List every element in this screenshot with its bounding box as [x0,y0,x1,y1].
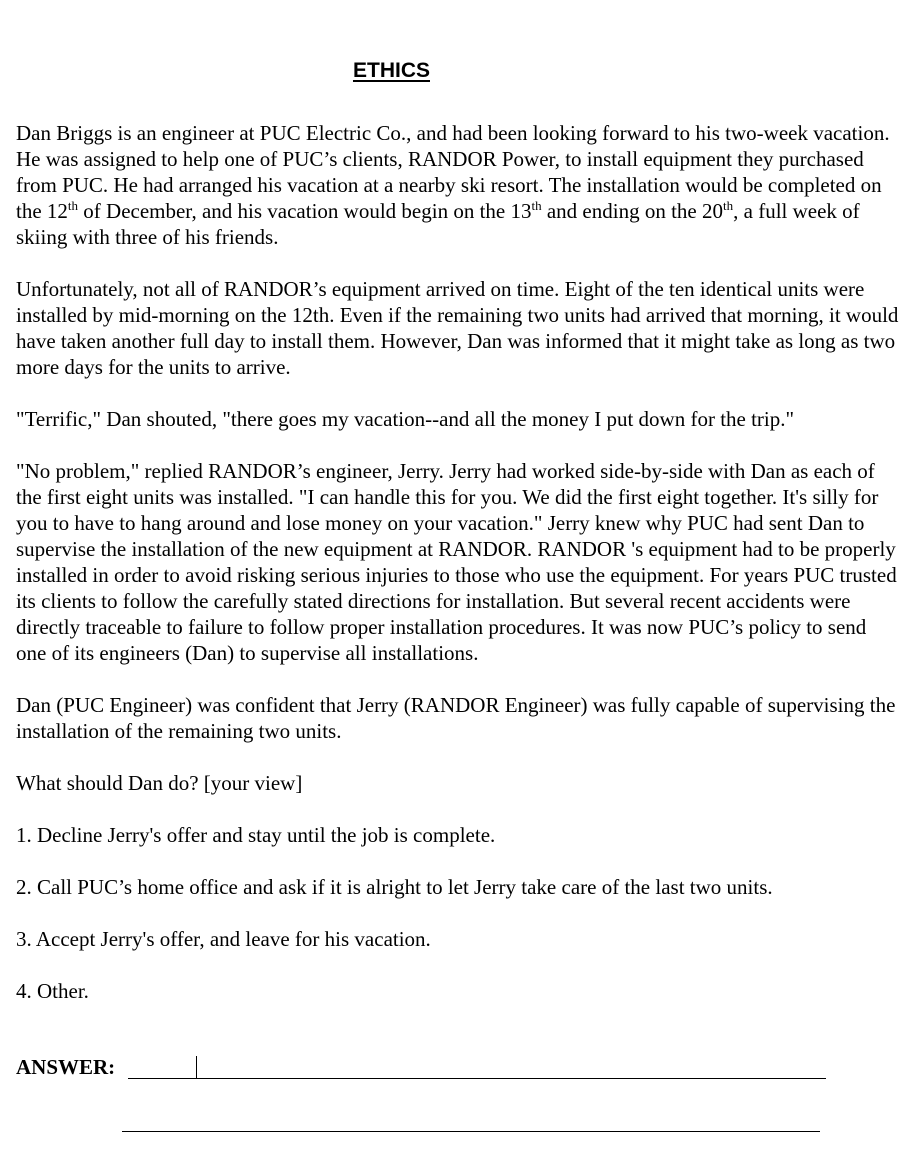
paragraph-intro: Dan Briggs is an engineer at PUC Electric Co., and had been looking forward to his two-week vacation. He was assigned to help one of PUC’s clients, RANDOR Power, to install equipment they purchased from PUC. He had arranged his vacation at a nearby ski resort. The installation would be completed on the 12th of December, and his vacation would begin on the 13th and ending on the 20th, a full week of skiing with three of his friends. [16,121,890,249]
answer-section [16,1054,901,1080]
answer-label: ANSWER: [16,1055,116,1079]
option-item: 3. Accept Jerry's offer, and leave for his vacation. [16,927,431,951]
ordinal-suffix: th [67,198,79,213]
text-cursor [196,1056,197,1078]
answer-line[interactable] [128,1078,826,1079]
paragraph-jerry-offer: "No problem," replied RANDOR’s engineer, Jerry. Jerry had worked side-by-side with Dan as each of the first eight units was installed. "I can handle this for you. We did the first eight together. It's silly for you to have to hang around and lose money on your vacation." Jerry knew why PUC had sent Dan to supervise the installation of the new equipment at RANDOR. RANDOR 's equipment had to be properly installed in order to avoid risking serious injuries to those who use the equipment. For years PUC trusted its clients to follow the carefully stated directions for installation. But several recent accidents were directly traceable to failure to follow proper installation procedures. It was now PUC’s policy to send one of its engineers (Dan) to supervise all installations. [16,459,897,665]
option-item: 4. Other. [16,979,89,1003]
document-body [16,120,901,1004]
answer-line-continued[interactable] [122,1131,820,1132]
paragraph-delay: Unfortunately, not all of RANDOR’s equipment arrived on time. Eight of the ten identical units were installed by mid-morning on the 12th. Even if the remaining two units had arrived that morning, it would have taken another full day to install them. However, Dan was informed that it might take as long as two more days for the units to arrive. [16,277,899,379]
paragraph-confidence: Dan (PUC Engineer) was confident that Jerry (RANDOR Engineer) was fully capable of supervising the installation of the remaining two units. [16,693,896,743]
ordinal-suffix: th [531,198,542,213]
option-item: 1. Decline Jerry's offer and stay until the job is complete. [16,823,496,847]
option-item: 2. Call PUC’s home office and ask if it is alright to let Jerry take care of the last two units. [16,875,773,899]
ordinal-suffix: th [723,198,734,213]
paragraph-dan-quote: "Terrific," Dan shouted, "there goes my vacation--and all the money I put down for the trip." [16,407,795,431]
document-title: ETHICS [352,59,430,82]
question-text: What should Dan do? [your view] [16,771,303,795]
